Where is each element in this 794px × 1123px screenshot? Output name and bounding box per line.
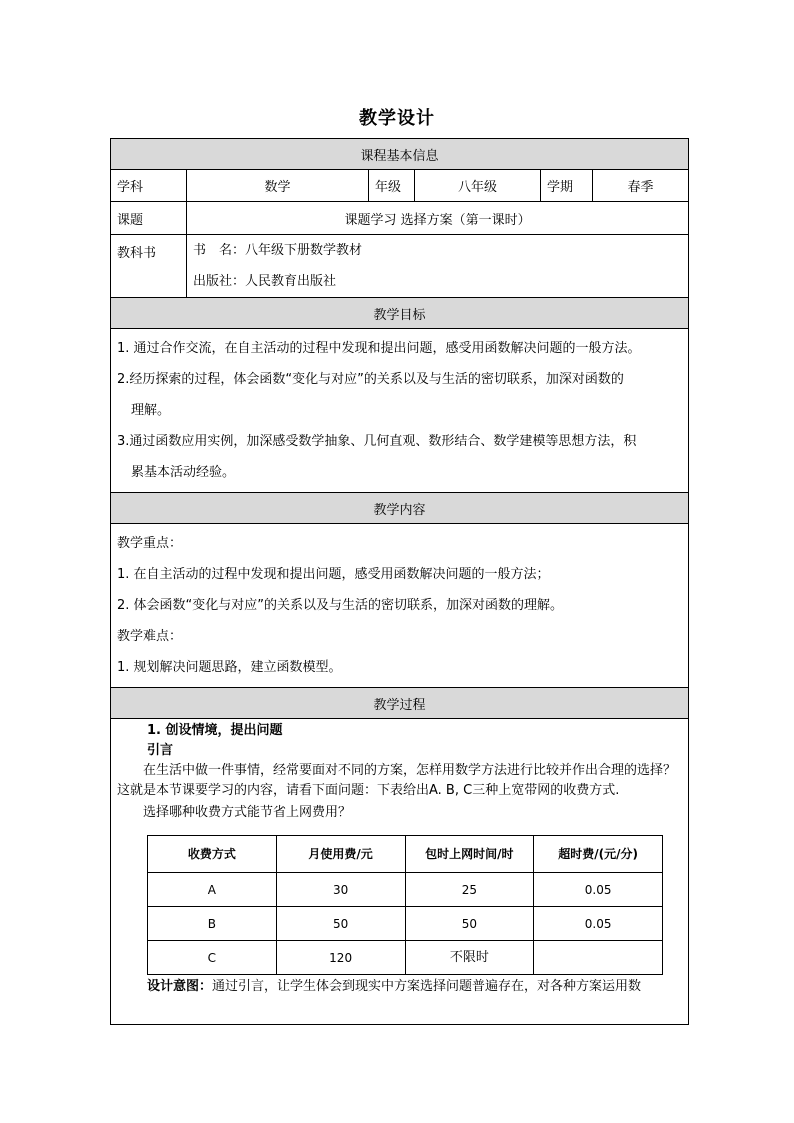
subject-value: 数学 bbox=[187, 170, 369, 202]
section-header-process: 教学过程 bbox=[111, 688, 689, 719]
objective-2: 2.经历探索的过程，体会函数“变化与对应”的关系以及与生活的密切联系，加深对函数的 bbox=[117, 372, 624, 387]
fee-header-overtime: 超时费/(元/分) bbox=[534, 836, 663, 873]
process-row bbox=[111, 719, 689, 1025]
table-row bbox=[148, 873, 663, 907]
topic-row bbox=[111, 202, 689, 235]
fee-cell: 50 bbox=[276, 907, 405, 941]
intro-heading: 引言 bbox=[147, 743, 174, 758]
fee-cell: C bbox=[148, 941, 277, 975]
textbook-name: 书 名：八年级下册数学教材 bbox=[193, 243, 363, 258]
fee-cell: 不限时 bbox=[405, 941, 534, 975]
intro-paragraph: 在生活中做一件事情，经常要面对不同的方案，怎样用数学方法进行比较并作出合理的选择？这就是本节课要学习的内容，请看下面问题：下表给出A. B, C三种上宽带网的收费方式. bbox=[117, 763, 677, 798]
fee-cell: 25 bbox=[405, 873, 534, 907]
difficulties-label: 教学难点： bbox=[117, 629, 183, 644]
grade-label: 年级 bbox=[369, 170, 415, 202]
textbook-row bbox=[111, 235, 689, 298]
key-point-2: 2. 体会函数“变化与对应”的关系以及与生活的密切联系，加深对函数的理解。 bbox=[117, 598, 564, 613]
key-point-1: 1. 在自主活动的过程中发现和提出问题，感受用函数解决问题的一般方法； bbox=[117, 567, 550, 582]
objective-1: 1. 通过合作交流，在自主活动的过程中发现和提出问题，感受用函数解决问题的一般方法。 bbox=[117, 341, 641, 356]
fee-header-mode: 收费方式 bbox=[148, 836, 277, 873]
objective-3-cont: 累基本活动经验。 bbox=[131, 465, 236, 480]
fee-table-header bbox=[148, 836, 663, 873]
section-header-basic-info: 课程基本信息 bbox=[111, 139, 689, 170]
objective-2-cont: 理解。 bbox=[131, 403, 171, 418]
content-row bbox=[111, 524, 689, 688]
term-label: 学期 bbox=[541, 170, 593, 202]
fee-header-monthly: 月使用费/元 bbox=[276, 836, 405, 873]
fee-cell: B bbox=[148, 907, 277, 941]
grade-value: 八年级 bbox=[415, 170, 541, 202]
fee-cell: 30 bbox=[276, 873, 405, 907]
objectives-row bbox=[111, 329, 689, 493]
difficulty-1: 1. 规划解决问题思路，建立函数模型。 bbox=[117, 660, 342, 675]
design-intent bbox=[117, 977, 682, 997]
question-text: 选择哪种收费方式能节省上网费用？ bbox=[143, 805, 352, 820]
design-intent-label: 设计意图： bbox=[147, 979, 213, 994]
objective-3: 3.通过函数应用实例，加深感受数学抽象、几何直观、数形结合、数学建模等思想方法，积 bbox=[117, 434, 637, 449]
topic-value: 课题学习 选择方案（第一课时） bbox=[187, 202, 689, 235]
basic-info-row bbox=[111, 170, 689, 202]
lesson-plan-table bbox=[110, 138, 689, 1025]
design-intent-text: 通过引言，让学生体会到现实中方案选择问题普遍存在，对各种方案运用数 bbox=[212, 979, 642, 994]
section-header-content: 教学内容 bbox=[111, 493, 689, 524]
fee-cell: 0.05 bbox=[534, 873, 663, 907]
term-value: 春季 bbox=[593, 170, 689, 202]
fee-header-hours: 包时上网时间/时 bbox=[405, 836, 534, 873]
subject-label: 学科 bbox=[111, 170, 187, 202]
fee-cell: 120 bbox=[276, 941, 405, 975]
table-row bbox=[148, 941, 663, 975]
topic-label: 课题 bbox=[111, 202, 187, 235]
textbook-label: 教科书 bbox=[111, 235, 187, 298]
page-title: 教学设计 bbox=[359, 108, 435, 129]
fee-table bbox=[147, 835, 663, 975]
section-header-objectives: 教学目标 bbox=[111, 298, 689, 329]
step1-heading: 1. 创设情境，提出问题 bbox=[147, 723, 283, 738]
fee-cell bbox=[534, 941, 663, 975]
textbook-publisher: 出版社：人民教育出版社 bbox=[193, 274, 337, 289]
key-points-label: 教学重点： bbox=[117, 536, 183, 551]
fee-cell: A bbox=[148, 873, 277, 907]
fee-cell: 50 bbox=[405, 907, 534, 941]
table-row bbox=[148, 907, 663, 941]
fee-cell: 0.05 bbox=[534, 907, 663, 941]
